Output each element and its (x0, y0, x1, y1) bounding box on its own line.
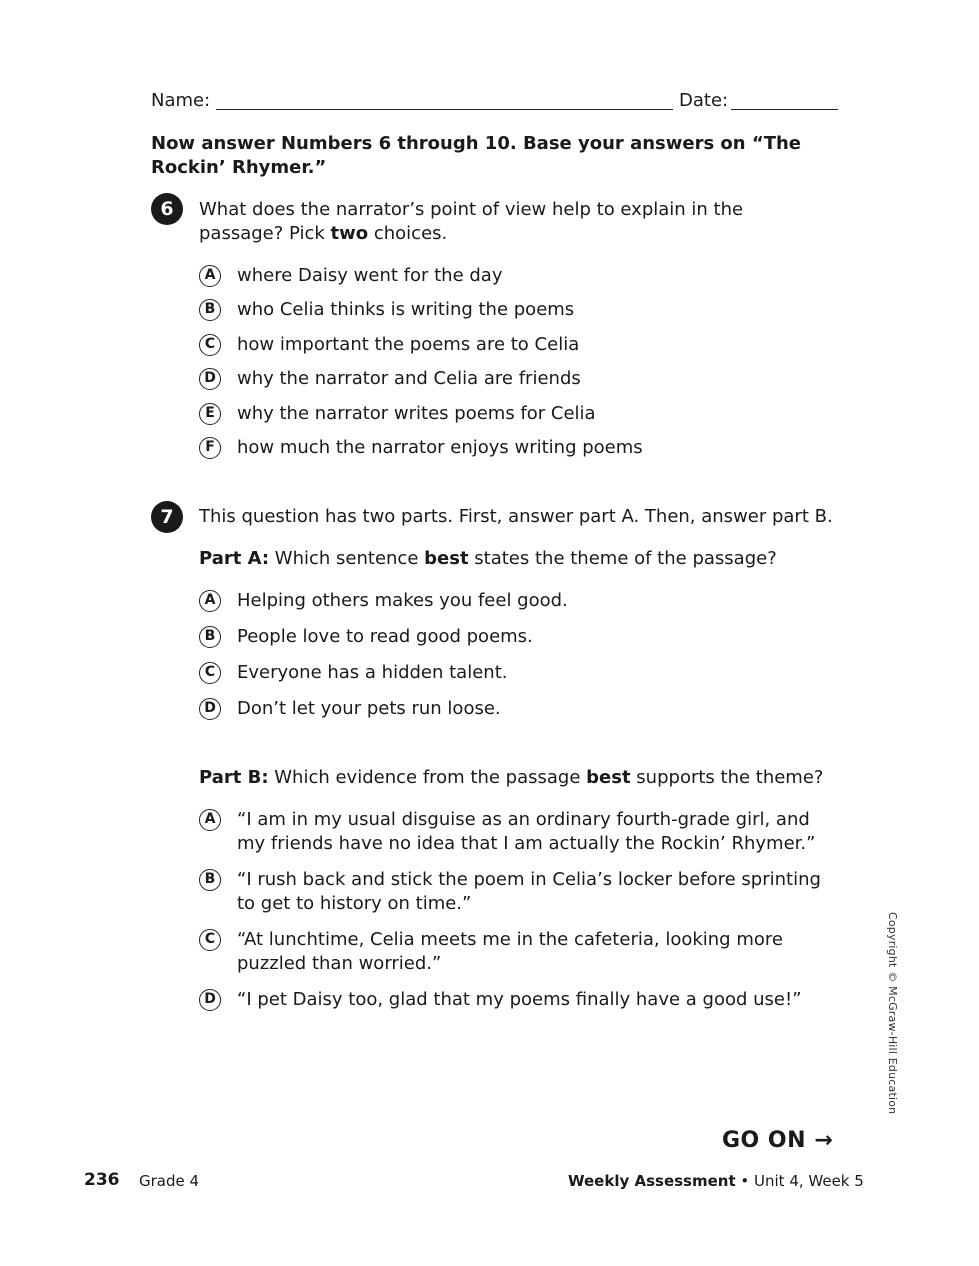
choice-text: People love to read good poems. (237, 626, 533, 647)
q6-stem-part1: What does the narrator’s point of view help to explain in the passage? Pick (199, 199, 744, 244)
part-a-choice-d[interactable] (199, 697, 839, 721)
assessment-label (568, 1172, 864, 1190)
choice-text: how important the poems are to Celia (237, 334, 580, 355)
name-date-row (151, 90, 841, 114)
q6-choice-c[interactable] (199, 333, 839, 357)
grade-label: Grade 4 (139, 1172, 200, 1190)
choice-bubble-e[interactable]: E (199, 403, 221, 425)
choice-bubble-d[interactable]: D (199, 989, 221, 1011)
question-7-number: 7 (151, 501, 183, 533)
q6-choice-b[interactable] (199, 298, 839, 322)
part-b-bold: best (586, 767, 631, 788)
part-b-choice-a[interactable] (199, 808, 839, 856)
choice-bubble-c[interactable]: C (199, 334, 221, 356)
part-b-question (199, 766, 839, 790)
date-field[interactable] (731, 109, 838, 110)
question-6-stem (199, 198, 789, 246)
q6-choice-d[interactable] (199, 367, 839, 391)
part-a-q2: states the theme of the passage? (468, 548, 777, 569)
choice-bubble-d[interactable]: D (199, 368, 221, 390)
question-7-intro: This question has two parts. First, answer part A. Then, answer part B. (199, 506, 833, 527)
page-number: 236 (84, 1170, 120, 1190)
choice-text: why the narrator and Celia are friends (237, 368, 581, 389)
part-b-choice-d[interactable] (199, 988, 839, 1012)
part-a-choice-a[interactable] (199, 589, 839, 613)
copyright-text: Copyright © McGraw-Hill Education (886, 912, 899, 1115)
q6-choice-f[interactable] (199, 436, 839, 460)
part-a-choice-c[interactable] (199, 661, 839, 685)
choice-bubble-c[interactable]: C (199, 662, 221, 684)
choice-bubble-b[interactable]: B (199, 299, 221, 321)
question-6-number: 6 (151, 193, 183, 225)
choice-text: “At lunchtime, Celia meets me in the cafeteria, looking more puzzled than worried.” (237, 929, 783, 974)
part-a-q1: Which sentence (269, 548, 425, 569)
separator-dot: • (735, 1172, 755, 1190)
choice-text: “I pet Daisy too, glad that my poems finally have a good use!” (237, 989, 802, 1010)
part-b-choice-c[interactable] (199, 928, 839, 976)
part-a-bold: best (424, 548, 469, 569)
assessment-title: Weekly Assessment (568, 1172, 736, 1190)
choice-bubble-f[interactable]: F (199, 437, 221, 459)
instructions: Now answer Numbers 6 through 10. Base your answers on “The Rockin’ Rhymer.” (151, 133, 802, 178)
choice-text: “I am in my usual disguise as an ordinary fourth-grade girl, and my friends have no idea that I am actually the Rockin’ Rhymer.” (237, 809, 816, 854)
part-b-choice-b[interactable] (199, 868, 839, 916)
unit-week: Unit 4, Week 5 (754, 1172, 864, 1190)
arrow-right-icon: → (814, 1128, 834, 1153)
q6-stem-bold: two (330, 223, 369, 244)
part-a-label: Part A: (199, 548, 270, 569)
choice-bubble-a[interactable]: A (199, 809, 221, 831)
name-label: Name: (151, 90, 211, 111)
choice-text: “I rush back and stick the poem in Celia’s locker before sprinting to get to history on time.” (237, 869, 821, 914)
choice-text: why the narrator writes poems for Celia (237, 403, 596, 424)
go-on-indicator (722, 1128, 833, 1153)
q6-choice-a[interactable] (199, 264, 839, 288)
choice-bubble-a[interactable]: A (199, 590, 221, 612)
part-b-q2: supports the theme? (630, 767, 824, 788)
q6-choice-e[interactable] (199, 402, 839, 426)
part-b-q1: Which evidence from the passage (268, 767, 587, 788)
choice-bubble-b[interactable]: B (199, 869, 221, 891)
part-b-label: Part B: (199, 767, 269, 788)
choice-text: Don’t let your pets run loose. (237, 698, 501, 719)
go-on-label: GO ON (722, 1128, 807, 1153)
date-label: Date: (679, 90, 729, 111)
part-a-choice-b[interactable] (199, 625, 839, 649)
name-field[interactable] (216, 109, 673, 110)
choice-bubble-b[interactable]: B (199, 626, 221, 648)
choice-bubble-a[interactable]: A (199, 265, 221, 287)
choice-text: how much the narrator enjoys writing poems (237, 437, 643, 458)
copyright-notice (885, 912, 899, 1122)
q6-stem-part2: choices. (368, 223, 448, 244)
choice-text: where Daisy went for the day (237, 265, 503, 286)
choice-text: Helping others makes you feel good. (237, 590, 568, 611)
choice-text: Everyone has a hidden talent. (237, 662, 508, 683)
part-a-question (199, 547, 839, 571)
choice-bubble-d[interactable]: D (199, 698, 221, 720)
choice-text: who Celia thinks is writing the poems (237, 299, 575, 320)
choice-bubble-c[interactable]: C (199, 929, 221, 951)
